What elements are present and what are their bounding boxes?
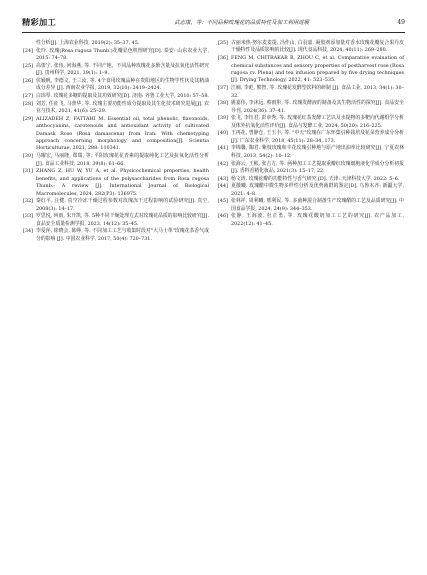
reference-text: 江楠, 李彪, 熊智, 等. 玫瑰花发酵型饮料的研制 [J]. 食品工业, 2013, 34(1): 30–32.: [231, 85, 404, 99]
reference-number: [36]: [218, 55, 228, 62]
reference-text: 罗思悦, 何雨, 朱开凯, 等. 5种不同干燥处理方式对玫瑰花品质的影响比较研究[J]. 食品安全质量检测学报, 2023, 14(12): 35–45.: [36, 213, 209, 227]
reference-entry: [23, 213, 209, 228]
reference-number: [38]: [218, 100, 228, 107]
reference-number: [37]: [218, 85, 228, 92]
reference-text: 秦红平, 汪健. 真空冷冻干燥过程参数对玫瑰冻干过程影响的试验研究[J]. 真空, 2008(3): 14–17.: [36, 198, 209, 212]
reference-text: 夏薇曦. 玫瑰醋中微生物多样性分析及优势菌群的鉴定[D]. 乌鲁木齐: 新疆大学, 2021: 4–8.: [231, 183, 404, 197]
right-reference-column: [218, 40, 404, 229]
reference-entry: [218, 176, 404, 183]
reference-entry: [23, 101, 209, 116]
reference-entry: [23, 153, 209, 168]
reference-number: [29]: [23, 115, 33, 122]
reference-number: [40]: [218, 130, 228, 137]
reference-entry: [218, 130, 404, 145]
reference-text: 高蕾宁, 张伟, 何海燕, 等. 不同产地、不同品种玫瑰花多酚含量及抗氧化活性研究[J]. 贵州科学, 2021, 39(1): 1–9.: [36, 62, 209, 77]
reference-text: 王再花, 曾静仓, 王玉丰, 等. "中天"玫瑰在广东怀集引种栽培及花朵营养成分分析[J]. 广东农业科学, 2018, 45(11): 28–34, 173.: [231, 130, 404, 144]
reference-entry: [23, 168, 209, 198]
reference-entry: [218, 55, 404, 85]
reference-text: FENG M, CHITRAKAR B, ZHOU C, et al. Comparative evaluation of chemical substances and sensory properties of postharvest rose (Rosa rugosa cv. Plena) and tea infusion prepared by five drying techniques [J]. Drying Technology, 2022, 41: 523–535.: [231, 55, 404, 84]
reference-number: [27]: [23, 92, 33, 99]
reference-text: 杨文涛. 玫瑰花瓣的功能特性与香气研究 [D]. 天津: 天津科技大学, 2022: 5–6.: [231, 175, 400, 182]
reference-text: 张飞, 李钰君, 彭章秀, 等. 玫瑰花红茶发酵工艺以及水提物的多靶向代谢组学分析及体外抗氧化活性评价[J]. 食品与发酵工业, 2024, 50(20): 216–225.: [231, 115, 404, 129]
reference-number: [44]: [218, 183, 228, 190]
running-title: 武志康，等：不同品种玫瑰花的品质特性及加工利用进展: [174, 20, 310, 26]
reference-number: [24]: [23, 47, 33, 54]
reference-entry: [218, 100, 404, 115]
reference-text: ZHANG Z, HU W, YU A, et al. Physicochemical properties, health benefits, and applications of the polysaccharides from Rosa rugosa Thunb.: A review [J]. International Journal of Biological Macromolecules, 2024, 282(P3): 136975.: [36, 168, 209, 197]
page-number: 49: [397, 18, 405, 26]
reference-number: [25]: [23, 62, 33, 69]
reference-text: 刘芳, 任征飞, 马蕾华, 等. 玫瑰主要功能性成分提取及其生化技术研究进展[J]. 农业与技术, 2021, 41(6): 25–29.: [36, 100, 209, 115]
reference-number: [32]: [23, 198, 33, 205]
reference-entry: [23, 78, 209, 93]
reference-number: [43]: [218, 175, 228, 182]
reference-number: [35]: [218, 40, 228, 46]
reference-continuation: 性分析[J]. 上海农业科技, 2019(2): 35–37, 45.: [36, 40, 140, 46]
reference-text: 古丽米热·努尔麦麦提, 冯作山, 白羽嘉. 凝胶剂添加量对香水玫瑰花瓣复合果丹皮干燥特性及品质影响的比较[J]. 现代食品科技, 2024, 40(11): 269–280.: [231, 40, 404, 54]
reference-number: [46]: [218, 213, 228, 220]
left-reference-column: [23, 40, 209, 243]
reference-number: [33]: [23, 213, 33, 220]
reference-number: [26]: [23, 77, 33, 84]
reference-entry: [23, 63, 209, 78]
reference-entry: [23, 228, 209, 243]
reference-entry: [23, 48, 209, 63]
reference-text: 姚嘉伟, 李沐远, 蔡雨彤, 等. 玫瑰发酵液的制备及其生物活性的探究[J]. 食品安全导刊, 2024(36): 37–41.: [231, 100, 404, 114]
reference-number: [45]: [218, 198, 228, 205]
reference-entry: [218, 145, 404, 160]
reference-text: 白玮琴. 玫瑰花多糖的提取及其功效研究[D]. 济南: 齐鲁工业大学, 2010: 57–58.: [36, 92, 209, 99]
reference-text: 李爱萍, 徐晓会, 陈峥, 等. 不同加工工艺与收集时段对"大马士革"玫瑰花茶香气成分的影响 [J]. 中国农业科学, 2017, 50(4): 720–731.: [36, 228, 209, 242]
reference-entry: [23, 93, 209, 100]
reference-entry: [218, 40, 404, 55]
reference-entry: [218, 198, 404, 213]
reference-text: 张玲. 玫瑰(Rosa rugosa Thunb.)花瓣显色机理研究[D]. 泰安: 山东农业大学, 2015: 74–78.: [36, 47, 209, 62]
reference-text: 张林祥, 周利曦, 邢利民, 等. 多菌种混合制备生产玫瑰醋的工艺及品质研究[J]. 中国食品学报, 2024, 24(9): 344–353.: [231, 198, 404, 212]
reference-text: 马曜宏, 马丽隆, 郑瑞, 等. 平阴玫瑰花花青素的提取纯化工艺及抗氧化活性分析[J]. 食品工业科技, 2018, 39(8): 61–66.: [36, 153, 209, 167]
reference-number: [31]: [23, 168, 33, 175]
reference-entry: [218, 85, 404, 100]
reference-number: [39]: [218, 115, 228, 122]
page-header: [22, 12, 405, 33]
reference-text: 李锦馨, 陶君. 紫枝玫瑰和丰花玫瑰引种地与原产地出油率比较研究[J]. 宁夏农林科技, 2013, 54(2): 10–12.: [231, 145, 404, 159]
reference-entry: [218, 213, 404, 228]
reference-number: [30]: [23, 153, 33, 160]
reference-text: ALIZADEH Z, FATTAHI M. Essential oil, total phenolic, flavonoids, anthocyanins, carotenoids and antioxidant activity of cultivated Damask Rose (Rosa damascena) from Iran: With chemotyping approach concerning morphology and composition[J]. Scientia Horticulturae, 2021, 288: 110341.: [36, 115, 209, 152]
reference-entry: [23, 198, 209, 213]
journal-name: 精彩加工: [22, 16, 56, 27]
reference-text: 张静, 王海波, 杜正勇, 等. 玫瑰花酸奶加工工艺的研究[J]. 农产品加工, 2022(12): 41–45.: [231, 213, 404, 227]
reference-entry: [218, 115, 404, 130]
reference-text: 张海云, 王彬, 张吉方, 等. 两种加工工艺提取重瓣红玫瑰细胞液化学成分分析初报 [J]. 香料香精化妆品, 2021(3): 15–17, 22.: [231, 160, 404, 175]
reference-number: [41]: [218, 145, 228, 152]
reference-text: 侯颖帆, 李德文, 于三汝, 等. 4个食用玫瑰品种在贵阳地区的生物学性状及其精油成分差异 [J]. 西南农业学报, 2019, 32(10): 2419–2424.: [36, 77, 209, 92]
reference-entry: [218, 161, 404, 176]
reference-entry: [23, 116, 209, 153]
reference-number: [34]: [23, 228, 33, 235]
reference-number: [42]: [218, 160, 228, 167]
reference-number: [28]: [23, 100, 33, 107]
reference-entry: [218, 183, 404, 198]
